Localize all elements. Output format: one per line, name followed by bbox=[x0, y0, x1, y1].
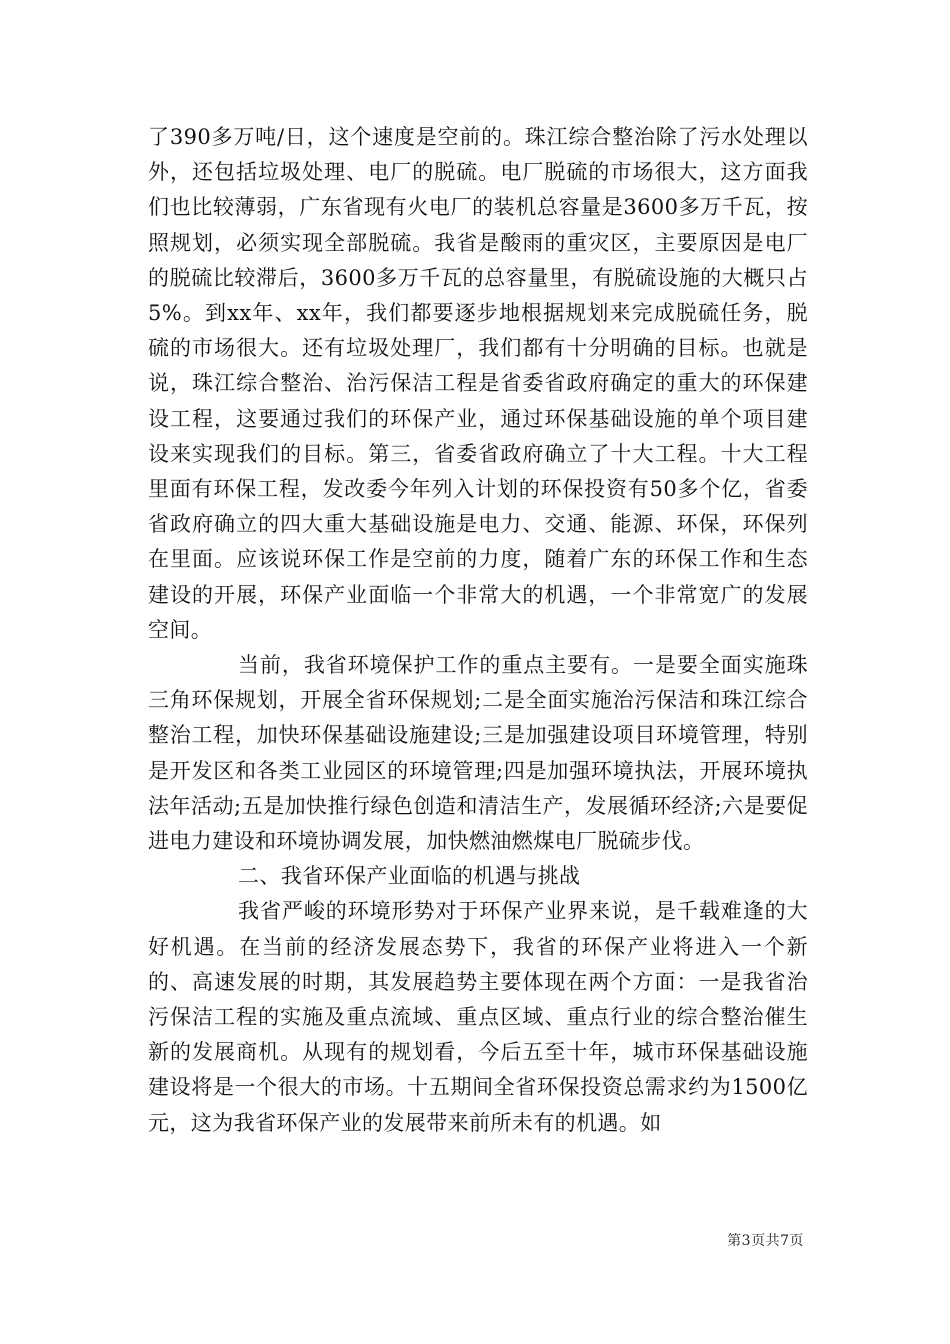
paragraph-continuation: 了390多万吨/日，这个速度是空前的。珠江综合整治除了污水处理以外，还包括垃圾处理、电厂的脱硫。电厂脱硫的市场很大，这方面我们也比较薄弱，广东省现有火电厂的装机总容量是3600多万千瓦，按照规划，必须实现全部脱硫。我省是酸雨的重灾区，主要原因是电厂的脱硫比较滞后，3600多万千瓦的总容量里，有脱硫设施的大概只占5%。到xx年、xx年，我们都要逐步地根据规划来完成脱硫任务，脱硫的市场很大。还有垃圾处理厂，我们都有十分明确的目标。也就是说，珠江综合整治、治污保洁工程是省委省政府确定的重大的环保建设工程，这要通过我们的环保产业，通过环保基础设施的单个项目建设来实现我们的目标。第三，省委省政府确立了十大工程。十大工程里面有环保工程，发改委今年列入计划的环保投资有50多个亿，省委省政府确立的四大重大基础设施是电力、交通、能源、环保，环保列在里面。应该说环保工作是空前的力度，随着广东的环保工作和生态建设的开展，环保产业面临一个非常大的机遇，一个非常宽广的发展空间。 bbox=[148, 125, 808, 642]
section-heading: 二、我省环保产业面临的机遇与挑战 bbox=[238, 864, 581, 889]
paragraph-key-tasks: 当前，我省环境保护工作的重点主要有。一是要全面实施珠三角环保规划，开展全省环保规划;二是全面实施治污保洁和珠江综合整治工程，加快环保基础设施建设;三是加强建设项目环境管理，特别是开发区和各类工业园区的环境管理;四是加强环境执法，开展环境执法年活动;五是加快推行绿色创造和清洁生产，发展循环经济;六是要促进电力建设和环境协调发展，加快燃油燃煤电厂脱硫步伐。 bbox=[148, 653, 808, 854]
page-number-footer: 第3页共7页 bbox=[727, 1233, 804, 1249]
body-text bbox=[148, 120, 808, 1141]
paragraph-opportunities: 我省严峻的环境形势对于环保产业界来说，是千载难逢的大好机遇。在当前的经济发展态势下，我省的环保产业将进入一个新的、高速发展的时期，其发展趋势主要体现在两个方面：一是我省治污保洁工程的实施及重点流域、重点区域、重点行业的综合整治催生新的发展商机。从现有的规划看，今后五至十年，城市环保基础设施建设将是一个很大的市场。十五期间全省环保投资总需求约为1500亿元，这为我省环保产业的发展带来前所未有的机遇。如 bbox=[148, 899, 808, 1135]
